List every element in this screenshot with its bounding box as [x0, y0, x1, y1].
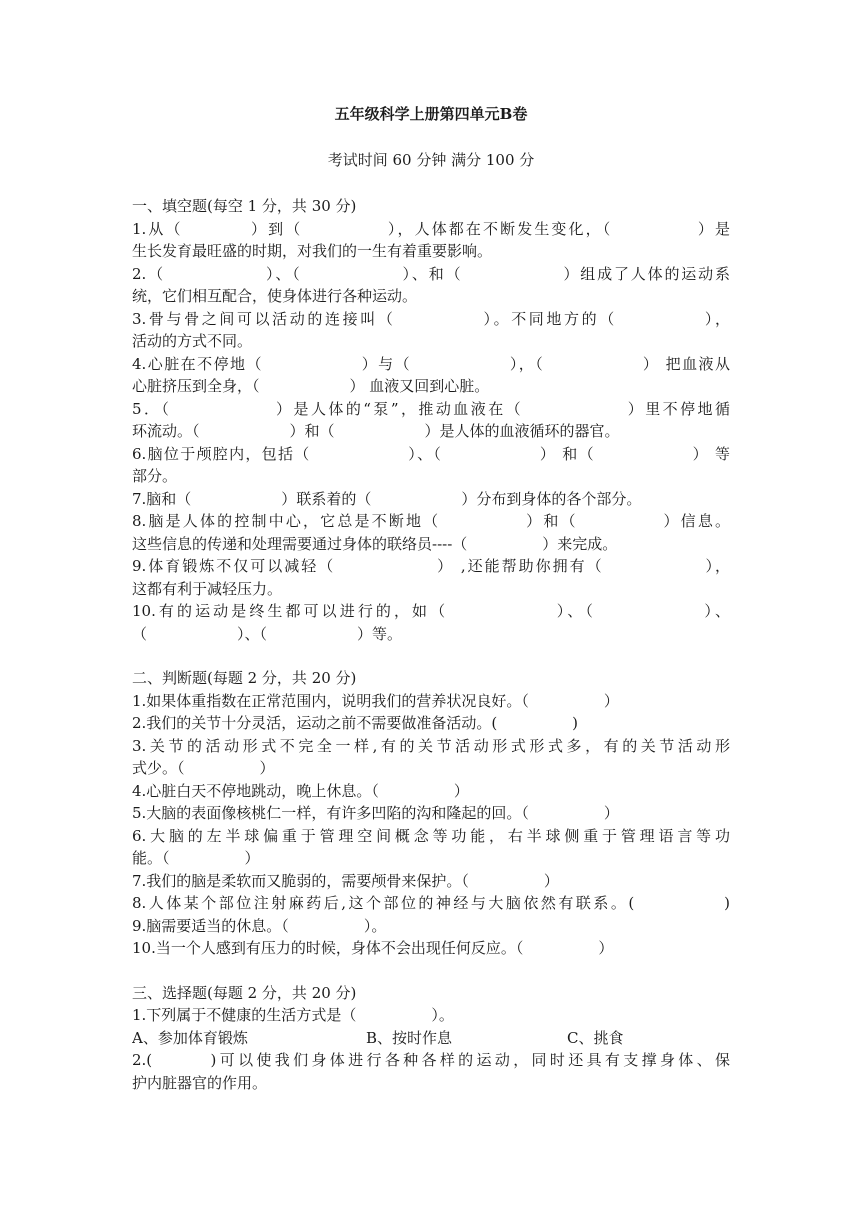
- question-line: 部分。: [132, 467, 178, 485]
- section-fill-in: [132, 195, 730, 645]
- question-line: 3.骨与骨之间可以活动的连接叫（ ）。不同地方的（ ），: [132, 309, 730, 328]
- option-a: A、参加体育锻炼: [132, 1028, 248, 1047]
- section-true-false: [132, 667, 730, 960]
- question-line: 7.我们的脑是柔软而又脆弱的，需要颅骨来保护。（ ）: [132, 871, 559, 890]
- exam-page: [132, 96, 730, 1094]
- question-line: 6.脑位于颅腔内，包括（ ）、（ ） 和（ ） 等: [132, 444, 730, 463]
- question-line: （ ）、（ ）等。: [132, 624, 403, 643]
- question-line: 6.大脑的左半球偏重于管理空间概念等功能，右半球侧重于管理语言等功: [132, 826, 730, 845]
- question-text: 2.( )可以使我们身体进行各种各样的运动，同时还具有支撑身体、保: [132, 1051, 730, 1069]
- page-title: 五年级科学上册第四单元B卷: [334, 105, 528, 123]
- question-line: 2.我们的关节十分灵活，运动之前不需要做准备活动。( ): [132, 714, 579, 732]
- question-text: 1.下列属于不健康的生活方式是（ ）。: [132, 1006, 454, 1024]
- question-line: 10.当一个人感到有压力的时候，身体不会出现任何反应。（ ）: [132, 939, 614, 957]
- question-line: 这都有利于减轻压力。: [132, 579, 283, 598]
- question-line: 8.人体某个部位注射麻药后,这个部位的神经与大脑依然有联系。( ): [132, 894, 730, 912]
- question-line: 7.脑和（ ）联系着的（ ）分布到身体的各个部分。: [132, 489, 642, 508]
- section-heading: 三、选择题(每题 2 分，共 20 分): [132, 983, 357, 1002]
- option-b: B、按时作息: [366, 1028, 453, 1047]
- question-line: 1.从（ ）到（ ），人体都在不断发生变化，（ ）是: [132, 219, 730, 238]
- question-text: 护内脏器官的作用。: [132, 1073, 268, 1092]
- question-line: 心脏挤压到全身，（ ） 血液又回到心脏。: [132, 377, 490, 395]
- answer-options: [132, 1027, 730, 1050]
- question-lines: [132, 218, 730, 646]
- question-line: 能。（ ）: [132, 849, 260, 867]
- section-heading: 一、填空题(每空 1 分，共 30 分): [132, 197, 357, 215]
- question-line: 式少。（ ）: [132, 759, 275, 777]
- question-line: 4.心脏在不停地（ ）与（ ），（ ） 把血液从: [132, 354, 730, 373]
- section-heading: 二、判断题(每题 2 分，共 20 分): [132, 669, 357, 687]
- question-line: 3.关节的活动形式不完全一样,有的关节活动形式形式多，有的关节活动形: [132, 736, 730, 755]
- section-multiple-choice: [132, 982, 730, 1095]
- question-line: 9.脑需要适当的休息。（ ）。: [132, 916, 387, 935]
- exam-info: 考试时间 60 分钟 满分 100 分: [327, 151, 535, 169]
- question-line: 1.如果体重指数在正常范围内，说明我们的营养状况良好。（ ）: [132, 691, 619, 710]
- question-line: 这些信息的传递和处理需要通过身体的联络员----（ ）来完成。: [132, 534, 618, 553]
- question-line: 2.（ ）、（ ）、和（ ）组成了人体的运动系: [132, 264, 730, 283]
- question-lines: [132, 690, 730, 960]
- question-line: 5．（ ）是人体的“泵”，推动血液在（ ）里不停地循: [132, 399, 730, 418]
- question-line: 活动的方式不同。: [132, 332, 253, 350]
- question-line: 环流动。（ ）和（ ）是人体的血液循环的器官。: [132, 422, 620, 440]
- question-line: 10.有的运动是终生都可以进行的，如（ ）、（ ）、: [132, 602, 730, 620]
- question-line: 4.心脏白天不停地跳动，晚上休息。（ ）: [132, 781, 469, 800]
- question-line: 生长发育最旺盛的时期，对我们的一生有着重要影响。: [132, 242, 493, 260]
- question-line: 8.脑是人体的控制中心，它总是不断地（ ）和（ ）信息。: [132, 512, 730, 530]
- question-line: 9.体育锻炼不仅可以减轻（ ） ,还能帮助你拥有（ ），: [132, 557, 730, 575]
- question-line: 5.大脑的表面像核桃仁一样，有许多凹陷的沟和隆起的回。（ ）: [132, 804, 619, 822]
- question-line: 统，它们相互配合，使身体进行各种运动。: [132, 287, 418, 305]
- option-c: C、挑食: [567, 1028, 624, 1047]
